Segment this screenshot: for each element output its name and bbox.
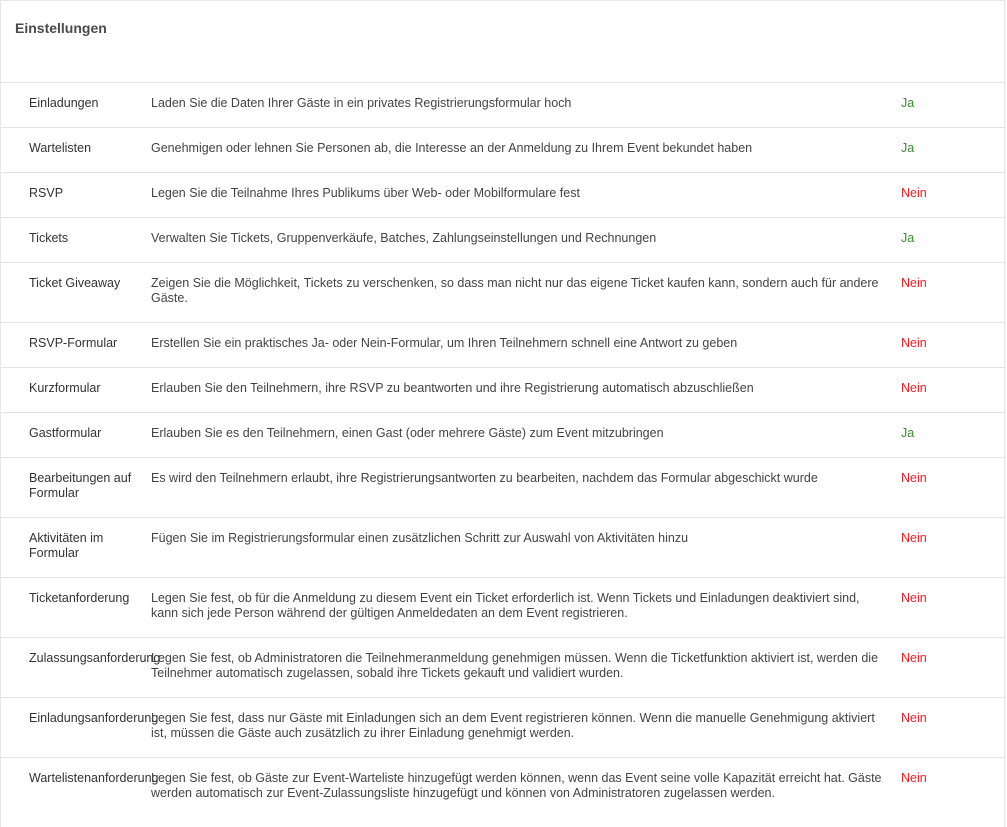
setting-name: RSVP-Formular	[29, 336, 118, 350]
setting-status: Nein	[901, 591, 927, 605]
setting-description: Legen Sie fest, dass nur Gäste mit Einladungen sich an dem Event registrieren können. Wenn die manuelle Genehmigung aktiviert ist, müssen die Gäste auch zusätzlich zu ihrer Einladung genehmigt werden.	[151, 711, 875, 740]
table-row	[1, 263, 1006, 323]
panel-title: Einstellungen	[15, 20, 107, 36]
setting-description: Es wird den Teilnehmern erlaubt, ihre Registrierungsantworten zu bearbeiten, nachdem das Formular abgeschickt wurde	[151, 471, 818, 485]
table-row	[1, 83, 1006, 128]
setting-name: Gastformular	[29, 426, 102, 440]
table-row	[1, 128, 1006, 173]
setting-description: Legen Sie fest, ob Gäste zur Event-Warteliste hinzugefügt werden können, wenn das Event seine volle Kapazität erreicht hat. Gäste werden automatisch zur Event-Zulassungsliste hinzugefügt und können von Administratoren zugelassen werden.	[151, 771, 882, 800]
table-row	[1, 368, 1006, 413]
setting-name: Einladungen	[29, 96, 99, 110]
setting-description: Fügen Sie im Registrierungsformular einen zusätzlichen Schritt zur Auswahl von Aktivitäten hinzu	[151, 531, 689, 545]
table-row	[1, 698, 1006, 758]
setting-name: Tickets	[29, 231, 69, 245]
table-row	[1, 458, 1006, 518]
table-row	[1, 578, 1006, 638]
setting-description: Legen Sie fest, ob für die Anmeldung zu diesem Event ein Ticket erforderlich ist. Wenn Tickets und Einladungen deaktiviert sind, kann sich jede Person während der gültigen Anmeldedaten an dem Event registrieren.	[151, 591, 860, 620]
setting-status: Nein	[901, 771, 927, 785]
setting-status: Nein	[901, 651, 927, 665]
table-row	[1, 173, 1006, 218]
setting-name: Bearbeitungen auf Formular	[29, 471, 132, 500]
setting-description: Legen Sie die Teilnahme Ihres Publikums über Web- oder Mobilformulare fest	[151, 186, 580, 200]
setting-name: Kurzformular	[29, 381, 101, 395]
table-row	[1, 638, 1006, 698]
setting-description: Erlauben Sie es den Teilnehmern, einen Gast (oder mehrere Gäste) zum Event mitzubringen	[151, 426, 664, 440]
setting-description: Zeigen Sie die Möglichkeit, Tickets zu verschenken, so dass man nicht nur das eigene Ticket kaufen kann, sondern auch für andere Gäste.	[151, 276, 879, 305]
settings-table	[1, 82, 1006, 817]
setting-status: Nein	[901, 531, 927, 545]
table-row	[1, 413, 1006, 458]
setting-status: Nein	[901, 186, 927, 200]
setting-status: Nein	[901, 471, 927, 485]
setting-status: Ja	[901, 96, 915, 110]
setting-description: Erlauben Sie den Teilnehmern, ihre RSVP zu beantworten und ihre Registrierung automatisch abzuschließen	[151, 381, 754, 395]
table-row	[1, 758, 1006, 818]
setting-status: Nein	[901, 381, 927, 395]
setting-status: Ja	[901, 141, 915, 155]
setting-status: Nein	[901, 336, 927, 350]
setting-status: Nein	[901, 276, 927, 290]
setting-status: Nein	[901, 711, 927, 725]
setting-description: Laden Sie die Daten Ihrer Gäste in ein privates Registrierungsformular hoch	[151, 96, 572, 110]
setting-description: Genehmigen oder lehnen Sie Personen ab, die Interesse an der Anmeldung zu Ihrem Event bekundet haben	[151, 141, 753, 155]
setting-name: Ticket Giveaway	[29, 276, 121, 290]
setting-name: Zulassungsanforderung	[29, 651, 161, 665]
setting-name: Einladungsanforderung	[29, 711, 159, 725]
table-row	[1, 218, 1006, 263]
setting-status: Ja	[901, 231, 915, 245]
settings-table-body	[1, 83, 1006, 818]
setting-name: Wartelistenanforderung	[29, 771, 159, 785]
table-row	[1, 518, 1006, 578]
setting-description: Erstellen Sie ein praktisches Ja- oder Nein-Formular, um Ihren Teilnehmern schnell eine Antwort zu geben	[151, 336, 738, 350]
setting-description: Legen Sie fest, ob Administratoren die Teilnehmeranmeldung genehmigen müssen. Wenn die Ticketfunktion aktiviert ist, werden die Teilnehmer automatisch zugelassen, sobald ihre Tickets gekauft und validiert wurden.	[151, 651, 879, 680]
setting-name: Wartelisten	[29, 141, 92, 155]
setting-description: Verwalten Sie Tickets, Gruppenverkäufe, Batches, Zahlungseinstellungen und Rechnungen	[151, 231, 657, 245]
setting-name: Ticketanforderung	[29, 591, 130, 605]
setting-name: Aktivitäten im Formular	[29, 531, 104, 560]
setting-name: RSVP	[29, 186, 64, 200]
table-row	[1, 323, 1006, 368]
setting-status: Ja	[901, 426, 915, 440]
